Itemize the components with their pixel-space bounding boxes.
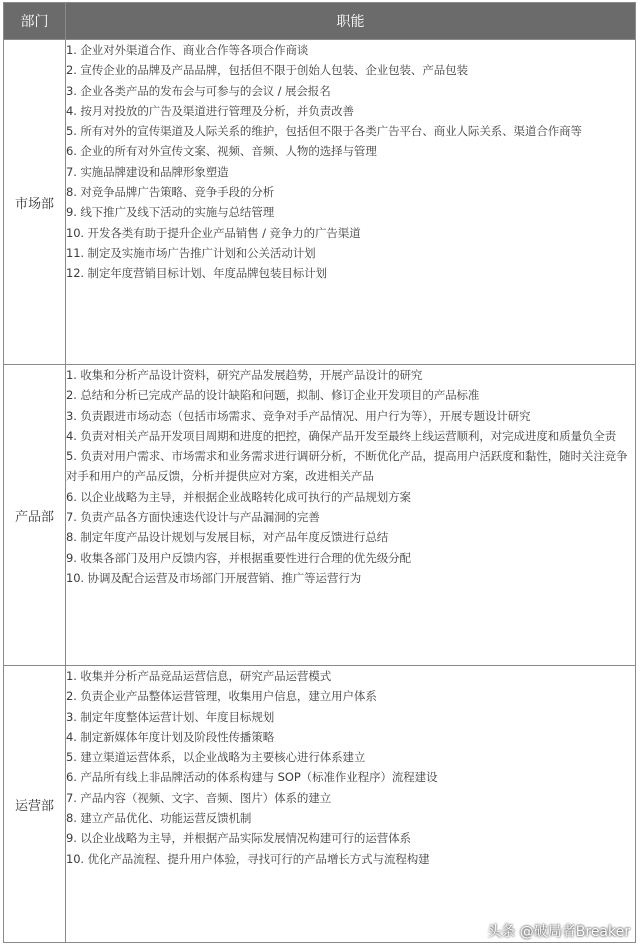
functions-cell <box>66 666 636 943</box>
list-item: 10. 优化产品流程、提升用户体验，寻找可行的产品增长方式与流程构建 <box>66 851 430 866</box>
function-list <box>66 40 635 284</box>
list-item: 4. 按月对投放的广告及渠道进行管理及分析，并负责改善 <box>66 103 354 118</box>
list-item: 4. 制定新媒体年度计划及阶段性传播策略 <box>66 729 275 744</box>
department-cell: 运营部 <box>4 666 66 943</box>
list-item: 3. 负责跟进市场动态（包括市场需求、竞争对手产品情况、用户行为等），开展专题设计研究 <box>66 408 531 423</box>
function-list <box>66 365 635 588</box>
list-item: 3. 企业各类产品的发布会与可参与的会议 / 展会报名 <box>66 83 331 98</box>
list-item: 12. 制定年度营销目标计划、年度品牌包装目标计划 <box>66 266 327 281</box>
list-item: 8. 建立产品优化、功能运营反馈机制 <box>66 811 252 826</box>
watermark: 头条 @破局者Breaker <box>487 924 630 940</box>
functions-cell <box>66 365 636 666</box>
list-item: 6. 企业的所有对外宣传文案、视频、音频、人物的选择与管理 <box>66 144 377 159</box>
list-item: 5. 所有对外的宣传渠道及人际关系的维护，包括但不限于各类广告平台、商业人际关系、渠道合作商等 <box>66 124 582 139</box>
list-item: 1. 收集和分析产品设计资料，研究产品发展趋势，开展产品设计的研究 <box>66 368 423 382</box>
list-item: 6. 产品所有线上非品牌活动的体系构建与 SOP（标准作业程序）流程建设 <box>66 770 438 785</box>
table-row-product <box>4 365 636 666</box>
functions-cell <box>66 40 636 365</box>
list-item: 1. 企业对外渠道合作、商业合作等各项合作商谈 <box>66 43 309 57</box>
functions-table <box>3 2 636 943</box>
list-item: 1. 收集并分析产品竞品运营信息，研究产品运营模式 <box>66 669 332 683</box>
list-item: 10. 协调及配合运营及市场部门开展营销、推广等运营行为 <box>66 570 362 585</box>
list-item: 10. 开发各类有助于提升企业产品销售 / 竞争力的广告渠道 <box>66 225 361 240</box>
list-item: 2. 总结和分析已完成产品的设计缺陷和问题，拟制、修订企业开发项目的产品标准 <box>66 388 480 403</box>
list-item: 3. 制定年度整体运营计划、年度目标规划 <box>66 709 275 724</box>
header-department: 部门 <box>4 3 66 40</box>
header-functions: 职能 <box>66 3 636 40</box>
list-item: 9. 收集各部门及用户反馈内容，并根据重要性进行合理的优先级分配 <box>66 550 411 565</box>
list-item: 2. 负责企业产品整体运营管理，收集用户信息，建立用户体系 <box>66 689 377 704</box>
list-item: 7. 负责产品各方面快速迭代设计与产品漏洞的完善 <box>66 510 320 525</box>
table-row-market <box>4 40 636 365</box>
list-item: 7. 产品内容（视频、文字、音频、图片）体系的建立 <box>66 790 332 805</box>
list-item: 6. 以企业战略为主导，并根据企业战略转化成可执行的产品规划方案 <box>66 489 411 504</box>
list-item: 5. 负责对用户需求、市场需求和业务需求进行调研分析，不断优化产品，提高用户活跃度和黏性，随时关注竞争对手和用户的产品反馈，分析并提供应对方案，改进相关产品 <box>66 449 628 484</box>
list-item: 9. 以企业战略为主导，并根据产品实际发展情况构建可行的运营体系 <box>66 831 411 846</box>
list-item: 9. 线下推广及线下活动的实施与总结管理 <box>66 205 275 220</box>
table-header-row <box>4 3 636 40</box>
table-row-operations <box>4 666 636 943</box>
list-item: 5. 建立渠道运营体系，以企业战略为主要核心进行体系建立 <box>66 750 366 765</box>
list-item: 8. 制定年度产品设计规划与发展目标，对产品年度反馈进行总结 <box>66 530 389 545</box>
list-item: 8. 对竞争品牌广告策略、竞争手段的分析 <box>66 185 275 200</box>
list-item: 2. 宣传企业的品牌及产品品牌，包括但不限于创始人包装、企业包装、产品包装 <box>66 63 468 78</box>
department-cell: 市场部 <box>4 40 66 365</box>
function-list <box>66 666 635 869</box>
list-item: 4. 负责对相关产品开发项目周期和进度的把控，确保产品开发至最终上线运营顺利，对完成进度和质量负全责 <box>66 428 617 443</box>
list-item: 11. 制定及实施市场广告推广计划和公关活动计划 <box>66 245 316 260</box>
list-item: 7. 实施品牌建设和品牌形象塑造 <box>66 164 229 179</box>
department-cell: 产品部 <box>4 365 66 666</box>
